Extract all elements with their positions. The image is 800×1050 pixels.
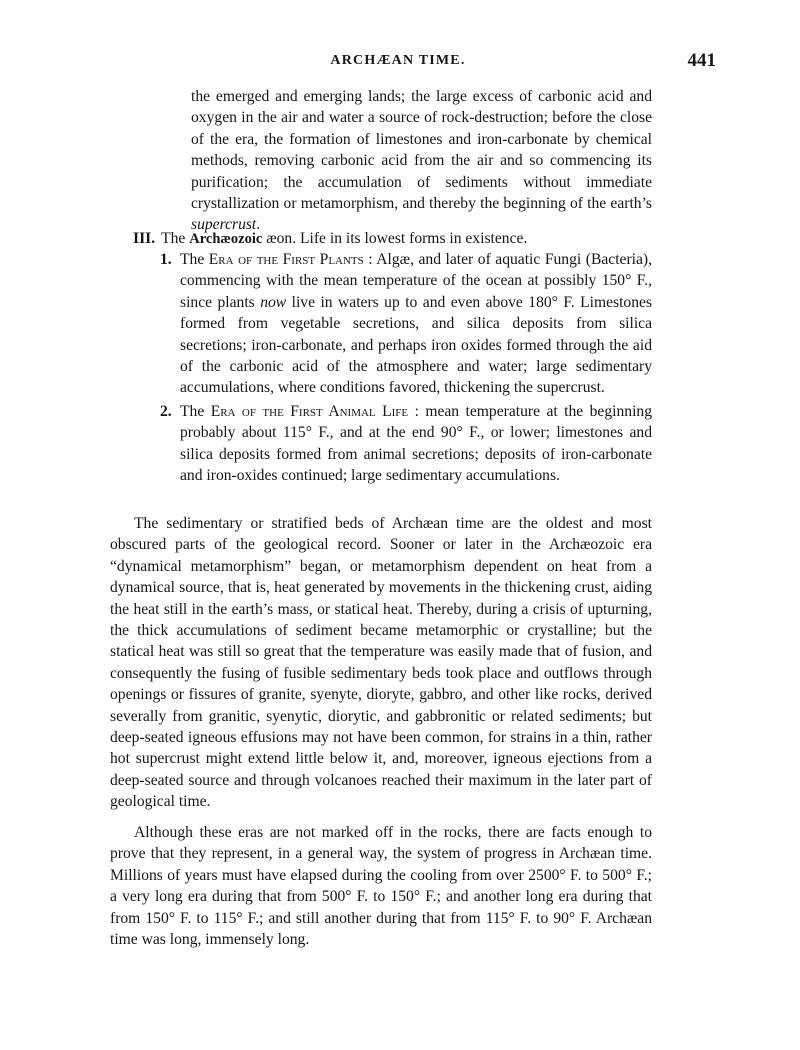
continued-text-end: . (256, 216, 261, 234)
aeon-name: Archæozoic (189, 231, 263, 247)
page-number: 441 (687, 50, 716, 71)
continued-paragraph (191, 86, 652, 236)
era-body (180, 401, 652, 487)
era-title: Era of the First Animal Life (210, 403, 409, 420)
running-head (80, 50, 716, 74)
aeon-lead: The (161, 230, 190, 247)
body-paragraph: Although these eras are not marked off in the rocks, there are facts enough to prove that they represent, in a general way, the system of progress in Archæan time. Millions of years must have elapsed during the cooling from over 2500° F. to 500° F.; a very long era during that from 500° F. to 150° F.; and another long era during that from 150° F. to 115° F.; and still another during that from 115° F. to 90° F. Archæan time was long, immensely long. (110, 824, 652, 949)
era-text: : mean temperature at the beginning probably about 115° F., and at the end 90° F., or lower; limestones and silica deposits formed from animal secretions; deposits of iron-carbonate and iron-oxides continued; large sedimentary accumulations. (180, 403, 652, 485)
era-text: : Algæ, and later of aquatic Fungi (Bacteria), commencing with the mean temperature of the ocean at possibly 150° F., since plants (180, 251, 652, 311)
running-title: ARCHÆAN TIME. (330, 53, 466, 68)
continued-text: the emerged and emerging lands; the large excess of carbonic acid and oxygen in the air and water a source of rock-destruction; before the close of the era, the formation of limestones and iron-carbonate by chemical methods, removing carbonic acid from the air and so commencing its purification; the accumulation of sediments without immediate crystallization or metamorphism, and thereby the beginning of the earth’s (191, 88, 652, 213)
aeon-description: æon. Life in its lowest forms in existence. (262, 230, 528, 247)
era-item (160, 249, 652, 399)
aeon-numeral: III. (133, 230, 156, 247)
aeon-heading (133, 228, 673, 250)
era-body (180, 249, 652, 399)
era-item (160, 401, 652, 487)
era-text-end: live in waters up to and even above 180° F. Limestones formed from vegetable secretions, and silica deposits from silica secretions; iron-carbonate, and perhaps iron oxides formed through the aid of the carbonic acid of the atmosphere and water; large sedimentary accumulations, where conditions favored, thickening the supercrust. (180, 293, 653, 397)
era-title-prefix: The (180, 251, 209, 268)
body-paragraph: The sedimentary or stratified beds of Archæan time are the oldest and most obscured parts of the geological record. Sooner or later in the Archæozoic era “dynamical metamorphism” began, or metamorphism dependent on heat from a dynamical source, that is, heat generated by movements in the thickening crust, aiding the heat still in the earth’s mass, or statical heat. Thereby, during a crisis of upturning, the thick accumulations of sediment became metamorphic or crystalline; but the statical heat was still so great that the temperature was easily made that of fusion, and consequently the fusing of fusible sedimentary beds took place and outflows through openings or fissures of granite, syenyte, dioryte, gabbro, and other like rocks, derived severally from granitic, syenytic, diorytic, and gabbronitic or related sediments; but deep-seated igneous effusions may not have been common, for strains in a thin, rather hot supercrust might extend little below it, and, moreover, igneous ejections from a deep-seated source and through volcanoes reached their maximum in the later part of geological time. (110, 515, 652, 811)
italic-term: supercrust (191, 216, 257, 234)
italic-term: now (260, 293, 287, 311)
era-number: 2. (160, 403, 172, 420)
era-title: Era of the First Plants (208, 251, 364, 268)
era-number: 1. (160, 251, 172, 268)
era-title-prefix: The (180, 403, 211, 420)
